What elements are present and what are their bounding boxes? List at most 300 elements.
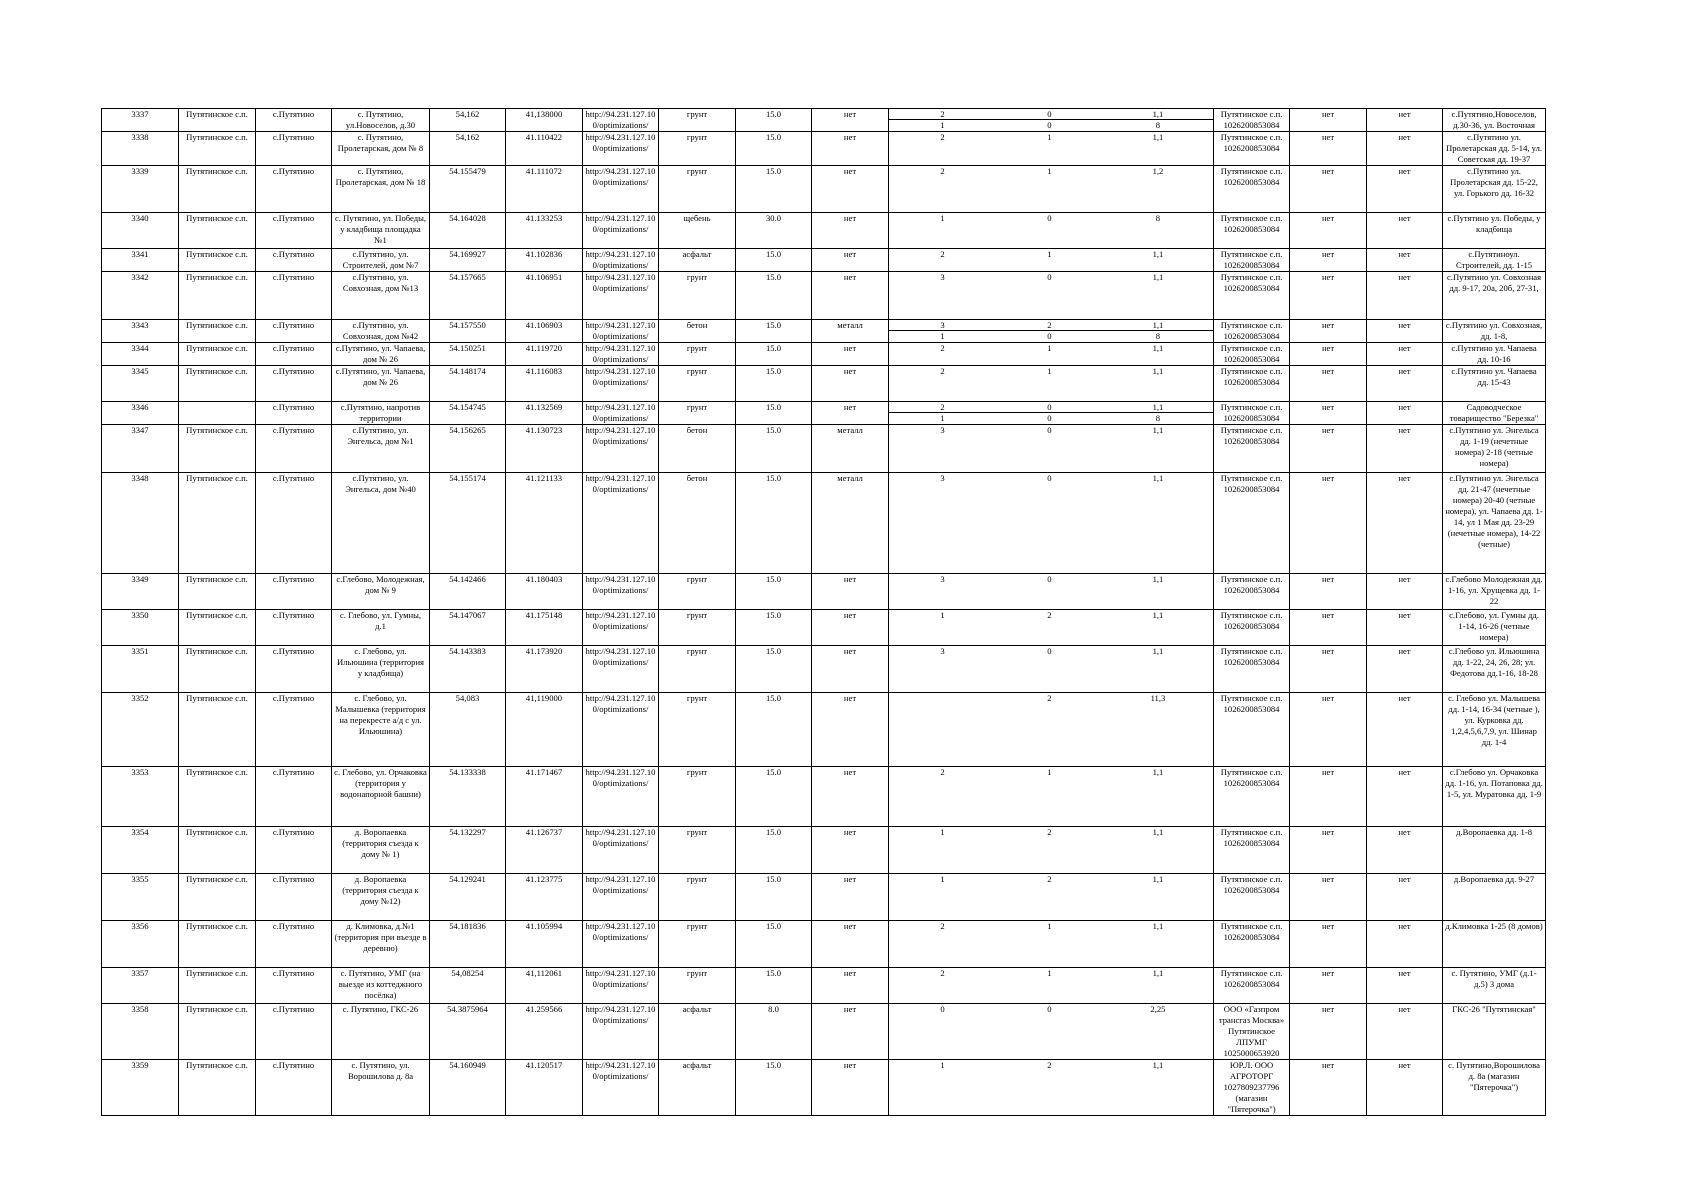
surface-cell: грунт [659,693,736,767]
flag-cell-2: нет [1367,646,1443,693]
address-cell: с.Путятино, напротив территории [332,402,430,425]
container-subtable [889,610,1213,620]
table-row [102,874,1546,921]
fence-cell: нет [812,213,889,249]
table-row [102,249,1546,272]
owner-cell: Путятинское с.п. 1026200853084 [1214,610,1290,646]
sources-cell: с. Путятино, УМГ (д.1-д.5) 3 дома [1443,968,1546,1004]
container-subtable [889,166,1213,176]
surface-cell: грунт [659,343,736,366]
owner-cell: Путятинское с.п. 1026200853084 [1214,473,1290,574]
settlement-cell: Путятинское с.п. [179,473,256,574]
container-subtable [889,921,1213,931]
longitude-cell: 41.175148 [506,610,583,646]
url-cell: http://94.231.127.10 0/optimizations/ [583,249,659,272]
longitude-cell: 41.259566 [506,1004,583,1060]
url-cell: http://94.231.127.10 0/optimizations/ [583,213,659,249]
settlement-cell: Путятинское с.п. [179,574,256,610]
flag-cell-1: нет [1290,213,1367,249]
container-subrow [889,320,1213,331]
flag-cell-1: нет [1290,402,1367,425]
surface-cell: щебень [659,213,736,249]
flag-cell-1: нет [1290,109,1367,132]
row-number-cell: 3357 [102,968,179,1004]
address-cell: д. Климовка, д.№1 (территория при въезде в деревню) [332,921,430,968]
owner-cell: ЮР.Л. ООО АГРОТОРГ 1027809237796 (магазин "Пятерочка") [1214,1060,1290,1116]
container-planned: 1 [1047,767,1052,777]
flag-cell-2: нет [1367,272,1443,320]
container-subrow [889,473,1213,483]
flag-cell-2: нет [1367,1004,1443,1060]
area-cell: 15.0 [736,874,812,921]
owner-cell: Путятинское с.п. 1026200853084 [1214,574,1290,610]
address-cell: с.Путятино, ул. Энгельса, дом №1 [332,425,430,473]
container-info-cell [889,320,1214,343]
settlement-cell: Путятинское с.п. [179,1004,256,1060]
locality-cell: с.Путятино [256,343,332,366]
container-count: 3 [940,272,945,282]
flag-cell-1: нет [1290,272,1367,320]
fence-cell: нет [812,968,889,1004]
locality-cell: с.Путятино [256,366,332,402]
table-row [102,827,1546,874]
fence-cell: металл [812,320,889,343]
container-volume: 1,1 [1152,968,1164,978]
owner-cell: Путятинское с.п. 1026200853084 [1214,166,1290,213]
address-cell: с.Путятино, ул. Строителей, дом №7 [332,249,430,272]
container-subrow [889,331,1213,342]
surface-cell: асфальт [659,249,736,272]
longitude-cell: 41.126737 [506,827,583,874]
surface-cell: бетон [659,425,736,473]
flag-cell-2: нет [1367,320,1443,343]
container-info-cell [889,874,1214,921]
longitude-cell: 41.130723 [506,425,583,473]
table-row [102,166,1546,213]
sources-cell: с.Путятино ул. Совхозная дд. 9-17, 20а, 20б, 27-31, [1443,272,1546,320]
container-info-cell [889,132,1214,166]
container-volume: 8 [1103,331,1213,342]
address-cell: д. Воропаевка (территория съезда к дому № 1) [332,827,430,874]
owner-cell: Путятинское с.п. 1026200853084 [1214,109,1290,132]
surface-cell: бетон [659,320,736,343]
row-number-cell: 3340 [102,213,179,249]
area-cell: 15.0 [736,574,812,610]
surface-cell: бетон [659,473,736,574]
row-number-cell: 3342 [102,272,179,320]
surface-cell: грунт [659,366,736,402]
area-cell: 15.0 [736,610,812,646]
flag-cell-2: нет [1367,109,1443,132]
container-planned: 0 [1047,402,1052,412]
settlement-cell: Путятинское с.п. [179,827,256,874]
locality-cell: с.Путятино [256,767,332,827]
container-count: 2 [940,132,945,142]
flag-cell-1: нет [1290,320,1367,343]
locality-cell: с.Путятино [256,425,332,473]
longitude-cell: 41.106951 [506,272,583,320]
locality-cell: с.Путятино [256,132,332,166]
settlement-cell: Путятинское с.п. [179,874,256,921]
locality-cell: с.Путятино [256,109,332,132]
address-cell: с. Путятино, ул. Победы, у кладбища площадка №1 [332,213,430,249]
longitude-cell: 41.121133 [506,473,583,574]
surface-cell: грунт [659,767,736,827]
container-info-cell [889,272,1214,320]
area-cell: 15.0 [736,109,812,132]
sources-cell: д.Климовка 1-25 (8 домов) [1443,921,1546,968]
row-number-cell: 3348 [102,473,179,574]
container-volume: 8 [1103,120,1213,131]
container-volume: 1,1 [1152,646,1164,656]
url-cell: http://94.231.127.10 0/optimizations/ [583,343,659,366]
surface-cell: грунт [659,166,736,213]
container-volume: 1,1 [1152,343,1164,353]
sources-cell: Садоводческое товарищество "Березка" [1443,402,1546,425]
longitude-cell: 41.173920 [506,646,583,693]
container-count: 2 [940,249,945,259]
container-subtable [889,874,1213,884]
container-volume: 11,3 [1150,693,1166,703]
row-number-cell: 3338 [102,132,179,166]
container-subrow [889,213,1213,223]
surface-cell: грунт [659,968,736,1004]
url-cell: http://94.231.127.10 0/optimizations/ [583,320,659,343]
sources-cell: с. Глебово ул. Малышева дд. 1-14, 16-34 (четные ), ул. Курковка дд. 1,2,4,5,6,7,9, ул. Шинар дд. 1-4 [1443,693,1546,767]
owner-cell: Путятинское с.п. 1026200853084 [1214,366,1290,402]
latitude-cell: 54.157550 [430,320,506,343]
container-volume: 8 [1155,213,1161,223]
container-info-cell [889,473,1214,574]
fence-cell: нет [812,646,889,693]
container-planned: 2 [1047,320,1052,330]
owner-cell: Путятинское с.п. 1026200853084 [1214,827,1290,874]
container-subrow [889,425,1213,435]
container-info-cell [889,109,1214,132]
container-subtable [889,320,1213,341]
table-row [102,473,1546,574]
container-subtable [889,425,1213,435]
locality-cell: с.Путятино [256,646,332,693]
area-cell: 15.0 [736,827,812,874]
container-volume: 1,1 [1152,574,1164,584]
container-volume: 1,1 [1152,767,1164,777]
flag-cell-2: нет [1367,132,1443,166]
flag-cell-2: нет [1367,921,1443,968]
container-volume: 1,1 [1152,272,1164,282]
sources-cell: ГКС-26 "Путятинская" [1443,1004,1546,1060]
flag-cell-1: нет [1290,1004,1367,1060]
area-cell: 15.0 [736,646,812,693]
area-cell: 15.0 [736,166,812,213]
container-subrow [889,610,1213,620]
flag-cell-2: нет [1367,574,1443,610]
surface-cell: асфальт [659,1004,736,1060]
latitude-cell: 54.155174 [430,473,506,574]
container-planned: 0 [996,413,1103,424]
fence-cell: нет [812,1060,889,1116]
address-cell: с.Путятино, ул. Совхозная, дом №13 [332,272,430,320]
longitude-cell: 41.132569 [506,402,583,425]
latitude-cell: 54,083 [430,693,506,767]
settlement-cell: Путятинское с.п. [179,320,256,343]
longitude-cell: 41.180403 [506,574,583,610]
container-volume: 2,25 [1150,1004,1166,1014]
container-subrow [889,109,1213,120]
area-cell: 15.0 [736,968,812,1004]
container-count: 1 [889,413,996,424]
sources-cell: с.Глебово ул. Ильюшина дд. 1-22, 24, 26, 28; ул. Федотова дд.1-16, 18-28 [1443,646,1546,693]
longitude-cell: 41.105994 [506,921,583,968]
container-planned: 0 [1047,574,1052,584]
locality-cell: с.Путятино [256,272,332,320]
latitude-cell: 54.169927 [430,249,506,272]
flag-cell-1: нет [1290,827,1367,874]
settlement-cell: Путятинское с.п. [179,693,256,767]
url-cell: http://94.231.127.10 0/optimizations/ [583,767,659,827]
container-info-cell [889,343,1214,366]
flag-cell-2: нет [1367,1060,1443,1116]
sources-cell: с.Путятино ул. Пролетарская дд. 15-22, ул. Горького дд. 16-32 [1443,166,1546,213]
fence-cell: нет [812,921,889,968]
sources-cell: с.Глебово ул. Орчаковка дд. 1-16, ул. Потаповка дд. 1-5, ул. Муратовка дд. 1-9 [1443,767,1546,827]
container-subrow [889,166,1213,176]
container-subtable [889,249,1213,259]
container-planned: 2 [1047,874,1052,884]
fence-cell: нет [812,574,889,610]
container-info-cell [889,827,1214,874]
settlement-cell: Путятинское с.п. [179,366,256,402]
url-cell: http://94.231.127.10 0/optimizations/ [583,693,659,767]
container-count: 0 [940,1004,945,1014]
container-subtable [889,213,1213,223]
flag-cell-1: нет [1290,921,1367,968]
sources-cell: с.Путятино,Новоселов, д.30-36, ул. Восточная [1443,109,1546,132]
container-count: 2 [940,166,945,176]
flag-cell-2: нет [1367,343,1443,366]
container-subtable [889,272,1213,282]
container-planned: 1 [1047,921,1052,931]
locality-cell: с.Путятино [256,968,332,1004]
container-volume: 1,1 [1152,132,1164,142]
area-cell: 15.0 [736,249,812,272]
flag-cell-2: нет [1367,213,1443,249]
table-row [102,425,1546,473]
table-body [102,109,1546,1116]
container-subrow [889,413,1213,424]
url-cell: http://94.231.127.10 0/optimizations/ [583,646,659,693]
address-cell: с.Путятино, ул. Чапаева, дом № 26 [332,366,430,402]
owner-cell: Путятинское с.п. 1026200853084 [1214,320,1290,343]
container-count [889,693,996,703]
latitude-cell: 54,162 [430,132,506,166]
address-cell: с. Глебово, ул. Ильюшина (территория у кладбища) [332,646,430,693]
settlement-cell: Путятинское с.п. [179,646,256,693]
container-info-cell [889,693,1214,767]
container-volume: 1,1 [1152,249,1164,259]
container-subrow [889,249,1213,259]
longitude-cell: 41.116083 [506,366,583,402]
container-planned: 0 [1047,272,1052,282]
container-info-cell [889,402,1214,425]
sources-cell: с. Путятино,Ворошилова д. 8а (магазин "Пятерочка") [1443,1060,1546,1116]
fence-cell: нет [812,874,889,921]
row-number-cell: 3344 [102,343,179,366]
container-subrow [889,827,1213,837]
table-row [102,343,1546,366]
fence-cell: нет [812,693,889,767]
url-cell: http://94.231.127.10 0/optimizations/ [583,574,659,610]
sources-cell: с.Путятино ул. Пролетарская дд. 5-14, ул. Советская дд. 19-37 [1443,132,1546,166]
container-subrow [889,574,1213,584]
container-subtable [889,1004,1213,1014]
settlement-cell: Путятинское с.п. [179,921,256,968]
url-cell: http://94.231.127.10 0/optimizations/ [583,166,659,213]
container-planned: 2 [1047,610,1052,620]
locality-cell: с.Путятино [256,693,332,767]
flag-cell-1: нет [1290,646,1367,693]
flag-cell-1: нет [1290,693,1367,767]
container-count: 2 [940,109,945,119]
container-count: 2 [940,921,945,931]
area-cell: 15.0 [736,921,812,968]
container-subrow [889,767,1213,777]
container-count: 3 [940,574,945,584]
fence-cell: нет [812,272,889,320]
flag-cell-2: нет [1367,473,1443,574]
flag-cell-1: нет [1290,767,1367,827]
container-volume: 1,1 [1152,921,1164,931]
row-number-cell: 3352 [102,693,179,767]
area-cell: 15.0 [736,343,812,366]
flag-cell-2: нет [1367,693,1443,767]
settlement-cell: Путятинское с.п. [179,166,256,213]
surface-cell: грунт [659,402,736,425]
address-cell: с.Путятино, ул. Совхозная, дом №42 [332,320,430,343]
owner-cell: Путятинское с.п. 1026200853084 [1214,968,1290,1004]
table-row [102,366,1546,402]
container-subtable [889,132,1213,142]
surface-cell: грунт [659,921,736,968]
container-planned: 0 [1047,1004,1052,1014]
row-number-cell: 3347 [102,425,179,473]
owner-cell: Путятинское с.п. 1026200853084 [1214,213,1290,249]
flag-cell-1: нет [1290,574,1367,610]
container-info-cell [889,425,1214,473]
container-volume: 8 [1103,413,1213,424]
locality-cell: с.Путятино [256,473,332,574]
sources-cell: с.Путятино ул. Чапаева дд. 10-16 [1443,343,1546,366]
flag-cell-2: нет [1367,767,1443,827]
url-cell: http://94.231.127.10 0/optimizations/ [583,827,659,874]
container-info-cell [889,249,1214,272]
locality-cell: с.Путятино [256,402,332,425]
locality-cell: с.Путятино [256,874,332,921]
latitude-cell: 54,08254 [430,968,506,1004]
row-number-cell: 3350 [102,610,179,646]
longitude-cell: 41.102836 [506,249,583,272]
url-cell: http://94.231.127.10 0/optimizations/ [583,968,659,1004]
settlement-cell: Путятинское с.п. [179,249,256,272]
flag-cell-2: нет [1367,166,1443,213]
locality-cell: с.Путятино [256,610,332,646]
locality-cell: с.Путятино [256,249,332,272]
container-subtable [889,827,1213,837]
settlement-cell: Путятинское с.п. [179,968,256,1004]
address-cell: с. Путятино, ул. Ворошилова д. 8а [332,1060,430,1116]
owner-cell: Путятинское с.п. 1026200853084 [1214,249,1290,272]
sources-cell: с.Глебово Молодежная дд. 1-16, ул. Хрущевка дд. 1-22 [1443,574,1546,610]
container-info-cell [889,968,1214,1004]
container-count: 1 [889,120,996,131]
container-subrow [889,132,1213,142]
flag-cell-1: нет [1290,874,1367,921]
address-cell: с.Путятино, ул. Чапаева, дом № 26 [332,343,430,366]
url-cell: http://94.231.127.10 0/optimizations/ [583,1060,659,1116]
owner-cell: Путятинское с.п. 1026200853084 [1214,343,1290,366]
address-cell: с. Глебово, ул. Гумны, д.1 [332,610,430,646]
container-count: 1 [940,213,945,223]
area-cell: 8.0 [736,1004,812,1060]
surface-cell: грунт [659,132,736,166]
table-row [102,109,1546,132]
locality-cell: с.Путятино [256,1004,332,1060]
row-number-cell: 3359 [102,1060,179,1116]
surface-cell: грунт [659,272,736,320]
owner-cell: Путятинское с.п. 1026200853084 [1214,272,1290,320]
address-cell: с.Глебово, Молодежная, дом № 9 [332,574,430,610]
latitude-cell: 54.160949 [430,1060,506,1116]
container-planned: 2 [1047,1060,1052,1070]
table-row [102,320,1546,343]
area-cell: 30.0 [736,213,812,249]
table-row [102,693,1546,767]
container-volume: 1,1 [1152,320,1164,330]
row-number-cell: 3355 [102,874,179,921]
latitude-cell: 54.150251 [430,343,506,366]
container-planned: 1 [1047,132,1052,142]
container-subrow [889,1060,1213,1070]
surface-cell: грунт [659,574,736,610]
url-cell: http://94.231.127.10 0/optimizations/ [583,921,659,968]
container-subtable [889,968,1213,978]
container-subtable [889,767,1213,777]
container-count: 2 [940,767,945,777]
container-planned: 0 [996,120,1103,131]
container-info-cell [889,610,1214,646]
url-cell: http://94.231.127.10 0/optimizations/ [583,366,659,402]
flag-cell-1: нет [1290,343,1367,366]
fence-cell: нет [812,827,889,874]
longitude-cell: 41,119000 [506,693,583,767]
fence-cell: нет [812,366,889,402]
area-cell: 15.0 [736,272,812,320]
url-cell: http://94.231.127.10 0/optimizations/ [583,425,659,473]
longitude-cell: 41.106903 [506,320,583,343]
address-cell: с. Глебово, ул. Малышевка (территория на перекресте а/д с ул. Ильюшина) [332,693,430,767]
flag-cell-2: нет [1367,402,1443,425]
container-subrow [889,646,1213,656]
longitude-cell: 41.111072 [506,166,583,213]
fence-cell: нет [812,109,889,132]
latitude-cell: 54.129241 [430,874,506,921]
flag-cell-2: нет [1367,968,1443,1004]
row-number-cell: 3345 [102,366,179,402]
fence-cell: металл [812,425,889,473]
container-planned: 0 [1047,646,1052,656]
sources-cell: с.Путятино ул. Чапаева дд. 15-43 [1443,366,1546,402]
flag-cell-2: нет [1367,366,1443,402]
